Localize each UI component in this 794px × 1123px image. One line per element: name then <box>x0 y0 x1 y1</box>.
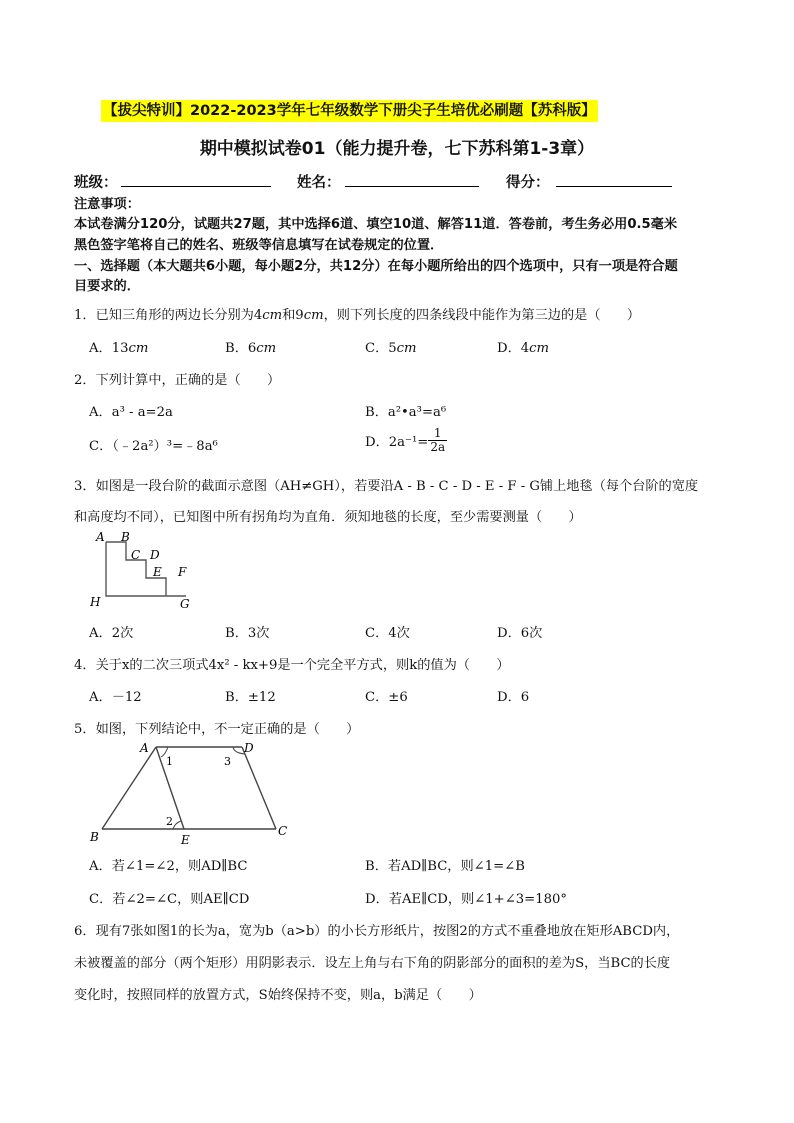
name-label: 姓名： <box>297 175 341 191</box>
label-g: G <box>180 597 190 610</box>
q1-option-c[interactable]: C．5cm <box>365 341 417 356</box>
label-d: D <box>244 741 254 755</box>
label-c: C <box>131 548 141 562</box>
q3-line-2: 和高度均不同），已知图中所有拐角均为直角．须知地毯的长度，至少需要测量（ ） <box>74 510 582 525</box>
q4-option-d[interactable]: D．6 <box>497 690 530 705</box>
class-blank[interactable] <box>121 186 271 187</box>
q2-d-fraction: $\frac{1}{2a}$ <box>430 426 446 454</box>
section1-line-1: 一、选择题（本大题共6小题，每小题2分，共12分）在每小题所给出的四个选项中，只有一项是符合题 <box>74 259 678 274</box>
q5-trapezoid-figure <box>84 737 296 849</box>
label-e: E <box>181 833 190 847</box>
q4-stem: 4．关于x的二次三项式4x² - kx+9是一个完全平方式，则k的值为（ ） <box>74 658 510 673</box>
page-title: 期中模拟试卷01（能力提升卷，七下苏科第1-3章） <box>199 139 595 159</box>
label-b: B <box>90 830 99 844</box>
q5-option-d[interactable]: D．若AE∥CD，则∠1+∠3=180° <box>365 892 567 907</box>
q5-option-b[interactable]: B．若AD∥BC，则∠1=∠B <box>365 859 525 874</box>
q1-option-d[interactable]: D．4cm <box>497 341 550 356</box>
q3-option-c[interactable]: C．4次 <box>365 626 410 641</box>
notice-line-2: 黑色签字笔将自己的姓名、班级等信息填写在试卷规定的位置． <box>74 238 444 253</box>
q1-option-b[interactable]: B．6cm <box>225 341 277 356</box>
q3-staircase-figure <box>86 528 206 610</box>
q2-stem: 2．下列计算中，正确的是（ ） <box>74 373 281 388</box>
label-a: A <box>140 741 149 755</box>
q2-option-c[interactable]: C．（﹣2a²）³=﹣8a⁶ <box>89 439 218 454</box>
q2-option-d[interactable]: D．2a⁻¹= $\frac{1}{2a}$ <box>365 426 446 454</box>
q5-option-a[interactable]: A．若∠1=∠2，则AD∥BC <box>89 859 248 874</box>
q4-option-c[interactable]: C．±6 <box>365 690 408 705</box>
score-label: 得分： <box>506 175 550 191</box>
q6-line-2: 未被覆盖的部分（两个矩形）用阴影表示．设左上角与右下角的阴影部分的面积的差为S，当BC的长度 <box>74 956 671 971</box>
q3-option-d[interactable]: D．6次 <box>497 626 543 641</box>
q5-stem: 5．如图，下列结论中，不一定正确的是（ ） <box>74 722 360 737</box>
angle-2-label: 2 <box>166 815 173 828</box>
label-h: H <box>90 595 101 609</box>
label-c: C <box>278 824 288 838</box>
notice-line-1: 本试卷满分120分，试题共27题，其中选择6道、填空10道、解答11道．答卷前，考生务必用0.5毫米 <box>74 217 678 232</box>
angle-3-label: 3 <box>224 755 231 768</box>
q3-option-a[interactable]: A．2次 <box>89 626 134 641</box>
angle-1-label: 1 <box>166 755 173 768</box>
q2-option-a[interactable]: A．a³ - a=2a <box>89 405 173 420</box>
staircase-outline <box>106 542 186 596</box>
label-b: B <box>121 530 130 544</box>
q6-line-3: 变化时，按照同样的放置方式，S始终保持不变，则a，b满足（ ） <box>74 988 482 1003</box>
q3-option-b[interactable]: B．3次 <box>225 626 270 641</box>
label-a: A <box>96 530 105 544</box>
notice-heading: 注意事项： <box>74 197 140 212</box>
label-e: E <box>153 565 162 579</box>
section1-line-2: 目要求的． <box>74 279 140 294</box>
header-banner: 【拔尖特训】2022-2023学年七年级数学下册尖子生培优必刷题【苏科版】 <box>101 100 598 122</box>
q5-option-c[interactable]: C．若∠2=∠C，则AE∥CD <box>89 892 250 907</box>
q4-option-a[interactable]: A．－12 <box>89 690 142 705</box>
q1-option-a[interactable]: A．13cm <box>89 341 149 356</box>
q3-line-1: 3．如图是一段台阶的截面示意图（AH≠GH），若要沿A - B - C - D - E - F - G铺上地毯（每个台阶的宽度 <box>74 479 699 494</box>
q1-stem: 1．已知三角形的两边长分别为4cm和9cm，则下列长度的四条线段中能作为第三边的是（ ） <box>74 308 641 323</box>
name-blank[interactable] <box>345 186 479 187</box>
q2-option-b[interactable]: B．a²•a³=a⁶ <box>365 405 447 420</box>
q4-option-b[interactable]: B．±12 <box>225 690 276 705</box>
label-d: D <box>150 548 160 562</box>
class-label: 班级： <box>74 175 118 191</box>
score-blank[interactable] <box>556 186 672 187</box>
q6-line-1: 6．现有7张如图1的长为a，宽为b（a>b）的小长方形纸片，按图2的方式不重叠地放在矩形ABCD内， <box>74 924 680 939</box>
label-f: F <box>178 565 187 579</box>
